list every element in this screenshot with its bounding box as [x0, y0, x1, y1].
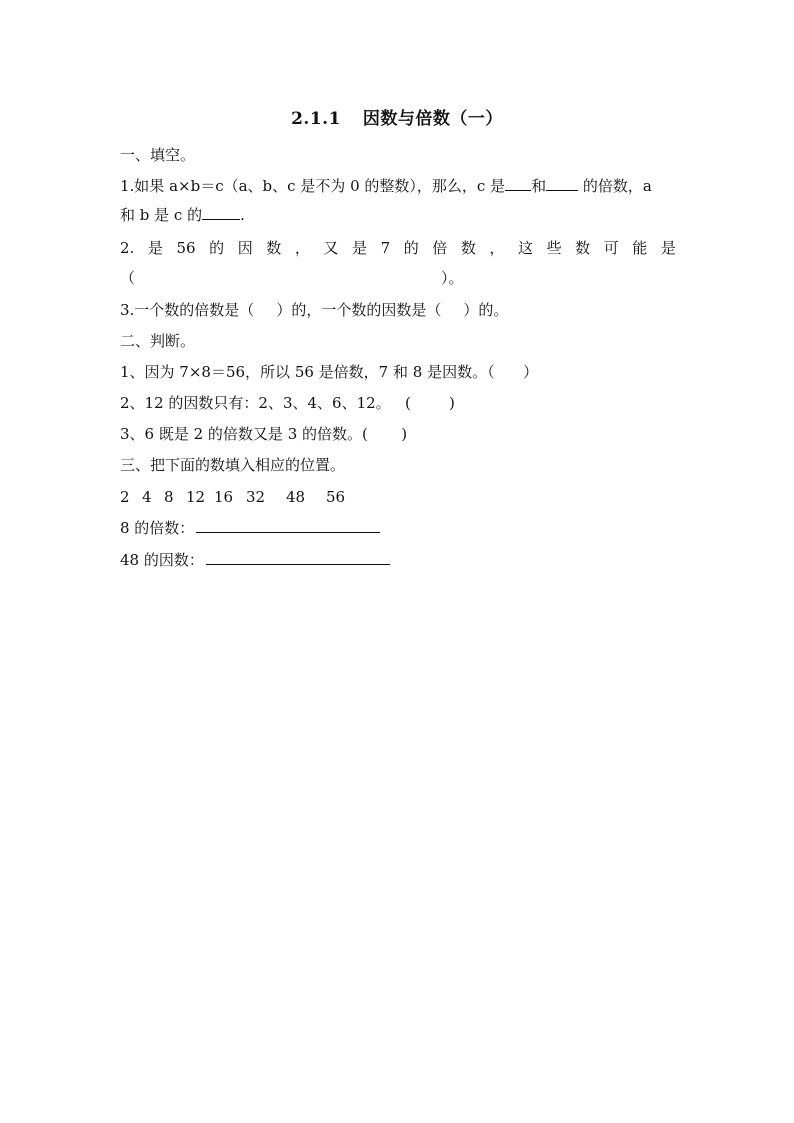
number-item: 16 [214, 488, 234, 506]
q1-text-a: 1.如果 a×b＝c（a、b、c 是不为 0 的整数），那么，c 是 [120, 177, 506, 195]
judge-item-2: 2、12 的因数只有：2、3、4、6、12。 ( ) [120, 394, 455, 412]
q2-word: 些 [546, 239, 562, 257]
q2-word: 56 [176, 239, 196, 257]
q2-word: 的 [403, 239, 419, 257]
q1-blank-3[interactable] [202, 205, 240, 220]
number-list [120, 487, 680, 507]
q2-word: 可 [603, 239, 619, 257]
factors-of-48-row [120, 550, 680, 570]
section2-heading: 二、判断。 [120, 332, 196, 350]
number-item: 56 [326, 488, 346, 506]
q2-word: 又 [323, 239, 339, 257]
q2-word: 7 [380, 239, 391, 257]
q1-blank-1[interactable] [505, 176, 531, 191]
number-item: 4 [142, 488, 152, 506]
multiples-answer-line[interactable] [196, 518, 380, 533]
number-item: 8 [164, 488, 174, 506]
title-text: 因数与倍数（一） [362, 109, 503, 129]
q2-word: 倍 [432, 239, 448, 257]
title-number: 2.1.1 [291, 109, 341, 129]
q2-word: 因 [237, 239, 253, 257]
section1-heading: 一、填空。 [120, 146, 196, 164]
q2-word: 能 [632, 239, 648, 257]
q2-word: 的 [209, 239, 225, 257]
q2-word: 是 [352, 239, 368, 257]
q2-word: 是 [660, 239, 676, 257]
factors-label: 48 的因数： [120, 551, 204, 569]
q2-word: ， [294, 239, 310, 257]
q2-word: ， [489, 239, 505, 257]
multiples-of-8-row [120, 518, 680, 538]
q2-word: 数 [266, 239, 282, 257]
number-item: 2 [120, 488, 130, 506]
q3-text-a: 3.一个数的倍数是（ [120, 301, 255, 319]
q1-text-d: 和 b 是 c 的 [120, 206, 203, 224]
q3-text-b: ）的，一个数的因数是（ [276, 301, 442, 319]
q1-text-e: . [240, 206, 245, 224]
question-1-line-2 [120, 205, 680, 225]
q1-text-c: 的倍数，a [578, 177, 652, 195]
q2-word: 数 [460, 239, 476, 257]
number-item: 12 [186, 488, 206, 506]
number-item: 48 [286, 488, 306, 506]
question-3 [120, 300, 680, 320]
section3-heading: 三、把下面的数填入相应的位置。 [120, 456, 346, 474]
q2-close-paren: ）。 [441, 269, 464, 287]
multiples-label: 8 的倍数： [120, 519, 195, 537]
q2-word: 这 [518, 239, 534, 257]
q2-word: 是 [147, 239, 163, 257]
judge-item-3: 3、6 既是 2 的倍数又是 3 的倍数。( ) [120, 425, 408, 443]
question-2-line-1 [120, 238, 676, 258]
q2-open-paren: （ [120, 269, 136, 287]
number-item: 32 [246, 488, 266, 506]
question-1-line-1 [120, 176, 680, 196]
judge-item-1: 1、因为 7×8＝56，所以 56 是倍数，7 和 8 是因数。（ ） [120, 363, 539, 381]
q2-word: 2. [120, 239, 135, 257]
q2-word: 数 [575, 239, 591, 257]
q1-blank-2[interactable] [546, 176, 578, 191]
page-title [0, 104, 794, 129]
question-2-line-2 [120, 268, 680, 288]
q1-text-b: 和 [531, 177, 547, 195]
q3-text-c: ）的。 [463, 301, 509, 319]
factors-answer-line[interactable] [206, 550, 390, 565]
